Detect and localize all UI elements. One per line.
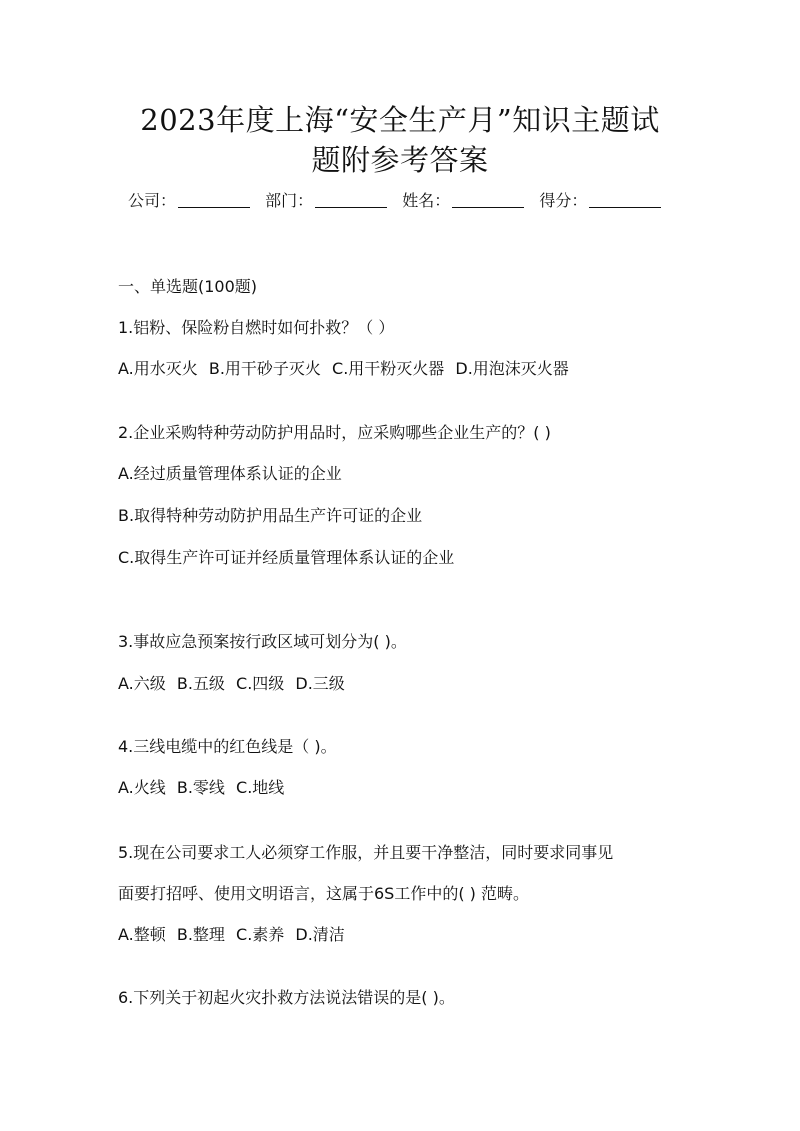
option: B.整理 — [176, 925, 225, 944]
info-department — [265, 190, 387, 212]
info-company — [128, 190, 250, 212]
question-3: 3.事故应急预案按行政区域可划分为( )。 — [118, 632, 407, 651]
question-3-options — [118, 673, 351, 695]
question-6: 6.下列关于初起火灾扑救方法说法错误的是( )。 — [118, 988, 455, 1007]
info-fields — [128, 190, 671, 212]
info-score — [539, 190, 661, 212]
document-title-line2: 题附参考答案 — [311, 143, 489, 177]
info-department-label: 部门： — [265, 191, 314, 210]
info-name-label: 姓名： — [402, 191, 451, 210]
question-4: 4.三线电缆中的红色线是（ )。 — [118, 737, 337, 756]
option: B.五级 — [176, 674, 225, 693]
question-1-options — [118, 358, 575, 380]
option: D.用泡沫灭火器 — [455, 359, 569, 378]
option: C.素养 — [236, 925, 285, 944]
option: D.三级 — [295, 674, 345, 693]
option: A.六级 — [118, 674, 166, 693]
name-blank — [452, 207, 524, 208]
question-1: 1.铝粉、保险粉自燃时如何扑救？（ ） — [118, 318, 395, 337]
question-2-option-b: B.取得特种劳动防护用品生产许可证的企业 — [118, 506, 423, 525]
question-5-line2: 面要打招呼、使用文明语言，这属于6S工作中的( ) 范畴。 — [118, 884, 529, 903]
question-2-option-a: A.经过质量管理体系认证的企业 — [118, 464, 342, 483]
score-blank — [589, 207, 661, 208]
option: C.地线 — [236, 778, 285, 797]
option: C.用干粉灭火器 — [332, 359, 445, 378]
question-2-option-c: C.取得生产许可证并经质量管理体系认证的企业 — [118, 548, 455, 567]
company-blank — [178, 207, 250, 208]
question-5-options — [118, 924, 351, 946]
option: D.清洁 — [295, 925, 345, 944]
info-name — [402, 190, 524, 212]
section-heading: 一、单选题(100题) — [118, 277, 258, 296]
document-title-line1: 2023年度上海“安全生产月”知识主题试 — [140, 103, 660, 137]
question-5-line1: 5.现在公司要求工人必须穿工作服，并且要干净整洁，同时要求同事见 — [118, 843, 614, 862]
option: A.整顿 — [118, 925, 166, 944]
option: B.用干砂子灭火 — [208, 359, 321, 378]
department-blank — [315, 207, 387, 208]
option: A.火线 — [118, 778, 166, 797]
question-2: 2.企业采购特种劳动防护用品时，应采购哪些企业生产的？( ) — [118, 423, 551, 442]
info-company-label: 公司： — [128, 191, 177, 210]
info-score-label: 得分： — [539, 191, 588, 210]
option: C.四级 — [236, 674, 285, 693]
option: B.零线 — [176, 778, 225, 797]
option: A.用水灭火 — [118, 359, 198, 378]
question-4-options — [118, 777, 290, 799]
